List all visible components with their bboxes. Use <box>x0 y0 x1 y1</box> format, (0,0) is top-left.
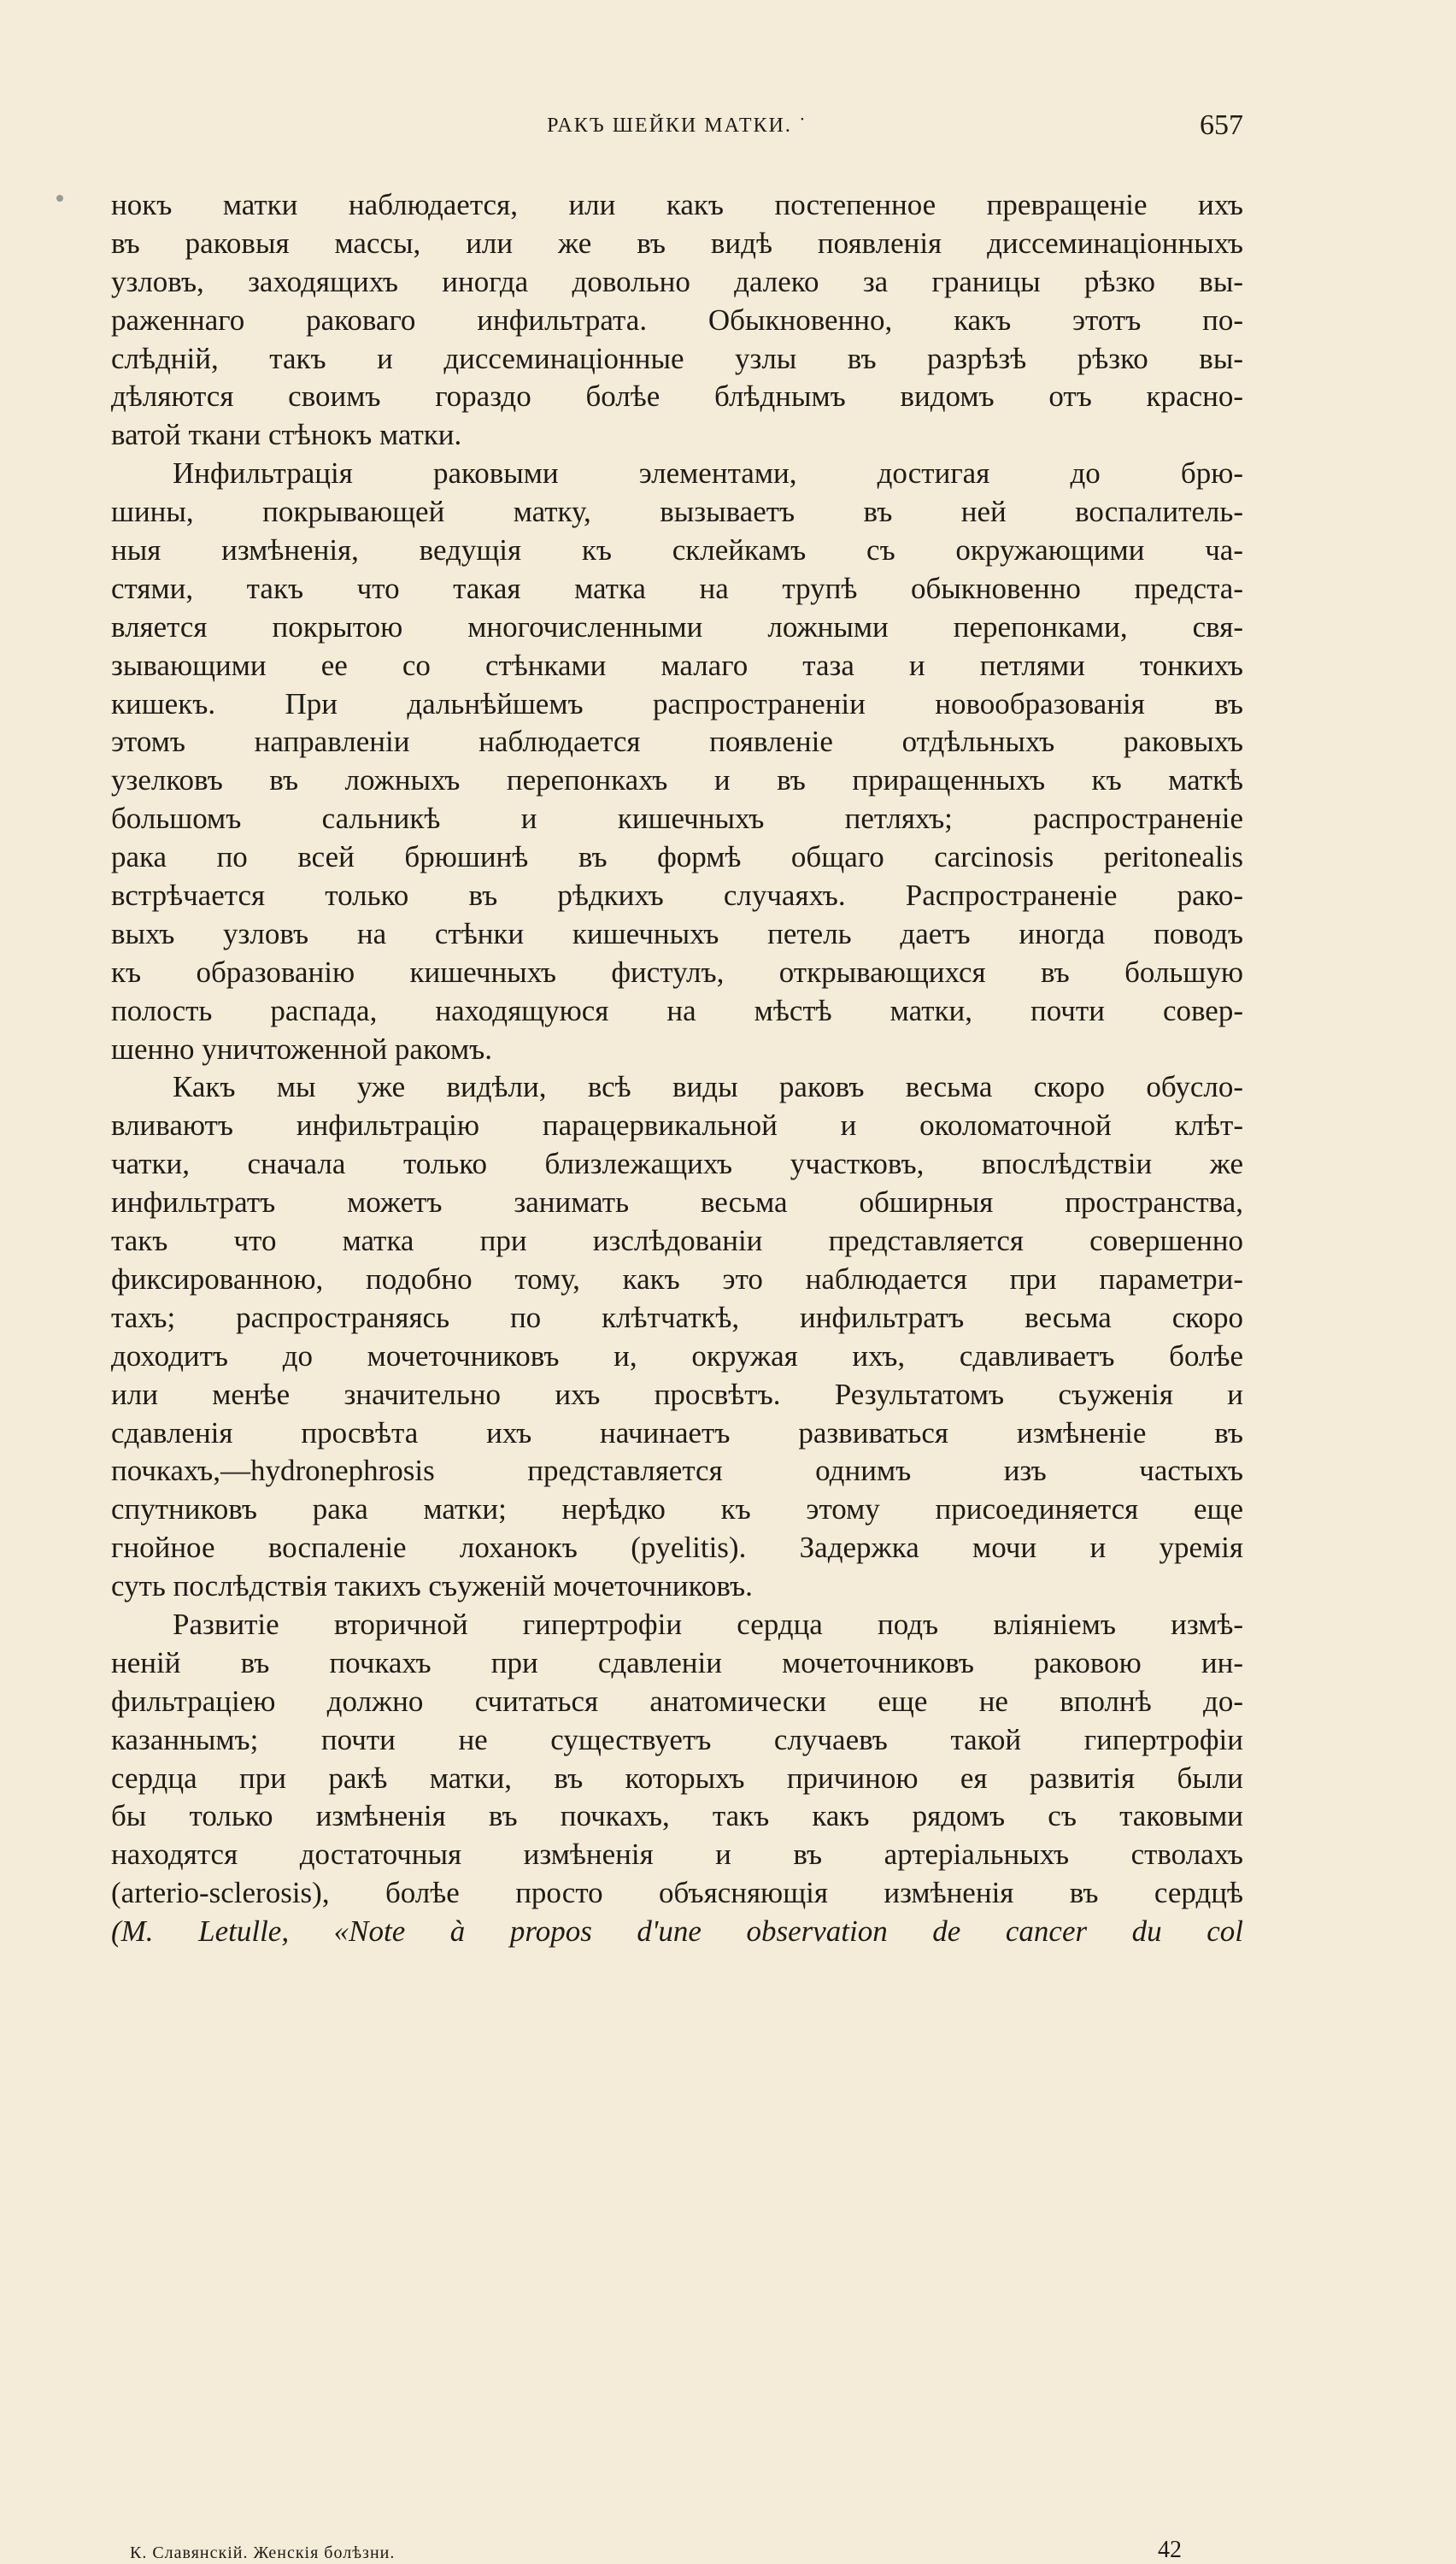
text-line: шины, покрывающей матку, вызываетъ въ ней воспалитель- <box>111 495 1243 529</box>
text-line: чатки, сначала только близлежащихъ участковъ, впослѣдствіи же <box>111 1147 1243 1181</box>
text-line: спутниковъ рака матки; нерѣдко къ этому присоединяется еще <box>111 1492 1243 1526</box>
running-title: РАКЪ ШЕЙКИ МАТКИ. ˙ <box>547 115 807 137</box>
text-line: Какъ мы уже видѣли, всѣ виды раковъ весьма скоро обусло- <box>173 1070 1243 1104</box>
text-line: суть послѣдствія такихъ съуженій мочеточниковъ. <box>111 1569 753 1603</box>
text-line: большомъ сальникѣ и кишечныхъ петляхъ; распространеніе <box>111 802 1243 836</box>
text-line: Инфильтрація раковыми элементами, достигая до брю- <box>173 456 1243 491</box>
footer-source: К. Славянскій. Женскія болѣзни. <box>130 2543 396 2562</box>
text-line: дѣляются своимъ гораздо болѣе блѣднымъ видомъ отъ красно- <box>111 379 1243 414</box>
text-line: доходитъ до мочеточниковъ и, окружая ихъ, сдавливаетъ болѣе <box>111 1338 1243 1373</box>
text-line: гнойное воспаленіе лоханокъ (pyelitis). Задержка мочи и уремія <box>111 1531 1243 1565</box>
text-line: (M. Letulle, «Note à propos d'une observation de cancer du col <box>111 1914 1243 1949</box>
text-line: встрѣчается только въ рѣдкихъ случаяхъ. Распространеніе рако- <box>111 879 1243 913</box>
text-line: рака по всей брюшинѣ въ формѣ общаго carcinosis peritonealis <box>111 840 1243 874</box>
text-line: сдавленія просвѣта ихъ начинаетъ развиваться измѣненіе въ <box>111 1415 1243 1450</box>
text-line: сердца при ракѣ матки, въ которыхъ причиною ея развитія были <box>111 1761 1243 1795</box>
text-line: Развитіе вторичной гипертрофіи сердца подъ вліяніемъ измѣ- <box>173 1607 1243 1641</box>
body-text <box>111 186 1243 1951</box>
text-line: стями, такъ что такая матка на трупѣ обыкновенно предста- <box>111 571 1243 605</box>
text-line: нокъ матки наблюдается, или какъ постепенное превращеніе ихъ <box>111 188 1243 221</box>
text-line: такъ что матка при изслѣдованіи представляется совершенно <box>111 1224 1243 1258</box>
text-line: находятся достаточныя измѣненія и въ артеріальныхъ стволахъ <box>111 1838 1243 1872</box>
text-line: вливаютъ инфильтрацію парацервикальной и околоматочной клѣт- <box>111 1109 1243 1143</box>
text-line: ватой ткани стѣнокъ матки. <box>111 418 462 452</box>
text-line: инфильтратъ можетъ занимать весьма обширныя пространства, <box>111 1185 1243 1220</box>
text-line: вляется покрытою многочисленными ложными перепонками, свя- <box>111 609 1243 644</box>
text-line: фильтраціею должно считаться анатомически еще не вполнѣ до- <box>111 1684 1243 1718</box>
text-line: фиксированною, подобно тому, какъ это наблюдается при параметри- <box>111 1261 1243 1296</box>
text-line: кишекъ. При дальнѣйшемъ распространеніи новообразованія въ <box>111 686 1243 720</box>
text-line: въ раковыя массы, или же въ видѣ появленія диссеминаціонныхъ <box>111 226 1243 260</box>
page-number: 657 <box>1200 109 1243 141</box>
text-line: казаннымъ; почти не существуетъ случаевъ такой гипертрофіи <box>111 1722 1243 1756</box>
text-line: къ образованію кишечныхъ фистулъ, открывающихся въ большую <box>111 955 1243 989</box>
text-line: бы только измѣненія въ почкахъ, такъ какъ рядомъ съ таковыми <box>111 1799 1243 1833</box>
text-line: шенно уничтоженной ракомъ. <box>111 1032 493 1066</box>
text-line: или менѣе значительно ихъ просвѣтъ. Результатомъ съуженія и <box>111 1377 1243 1411</box>
text-line: (arterio-sclerosis), болѣе просто объясняющія измѣненія въ сердцѣ <box>111 1876 1243 1910</box>
text-line: ныя измѣненія, ведущія къ склейкамъ съ окружающими ча- <box>111 533 1243 567</box>
text-line: этомъ направленіи наблюдается появленіе отдѣльныхъ раковыхъ <box>111 725 1243 759</box>
text-line: полость распада, находящуюся на мѣстѣ матки, почти совер- <box>111 993 1243 1027</box>
signature-mark: 42 <box>1158 2537 1182 2563</box>
text-line: узелковъ въ ложныхъ перепонкахъ и въ приращенныхъ къ маткѣ <box>111 763 1243 797</box>
text-line: неній въ почкахъ при сдавленіи мочеточниковъ раковою ин- <box>111 1645 1243 1679</box>
text-line: слѣдній, такъ и диссеминаціонные узлы въ разрѣзѣ рѣзко вы- <box>111 341 1243 375</box>
text-line: тахъ; распространяясь по клѣтчаткѣ, инфильтратъ весьма скоро <box>111 1300 1243 1334</box>
text-line: узловъ, заходящихъ иногда довольно далеко за границы рѣзко вы- <box>111 264 1243 298</box>
page-header <box>111 109 1243 144</box>
text-line: раженнаго раковаго инфильтрата. Обыкновенно, какъ этотъ по- <box>111 303 1243 337</box>
text-line: зывающими ее со стѣнками малаго таза и петлями тонкихъ <box>111 648 1243 682</box>
scan-mark <box>56 195 63 202</box>
text-line: выхъ узловъ на стѣнки кишечныхъ петель даетъ иногда поводъ <box>111 916 1243 950</box>
text-line: почкахъ,—hydronephrosis представляется однимъ изъ частыхъ <box>111 1454 1243 1488</box>
